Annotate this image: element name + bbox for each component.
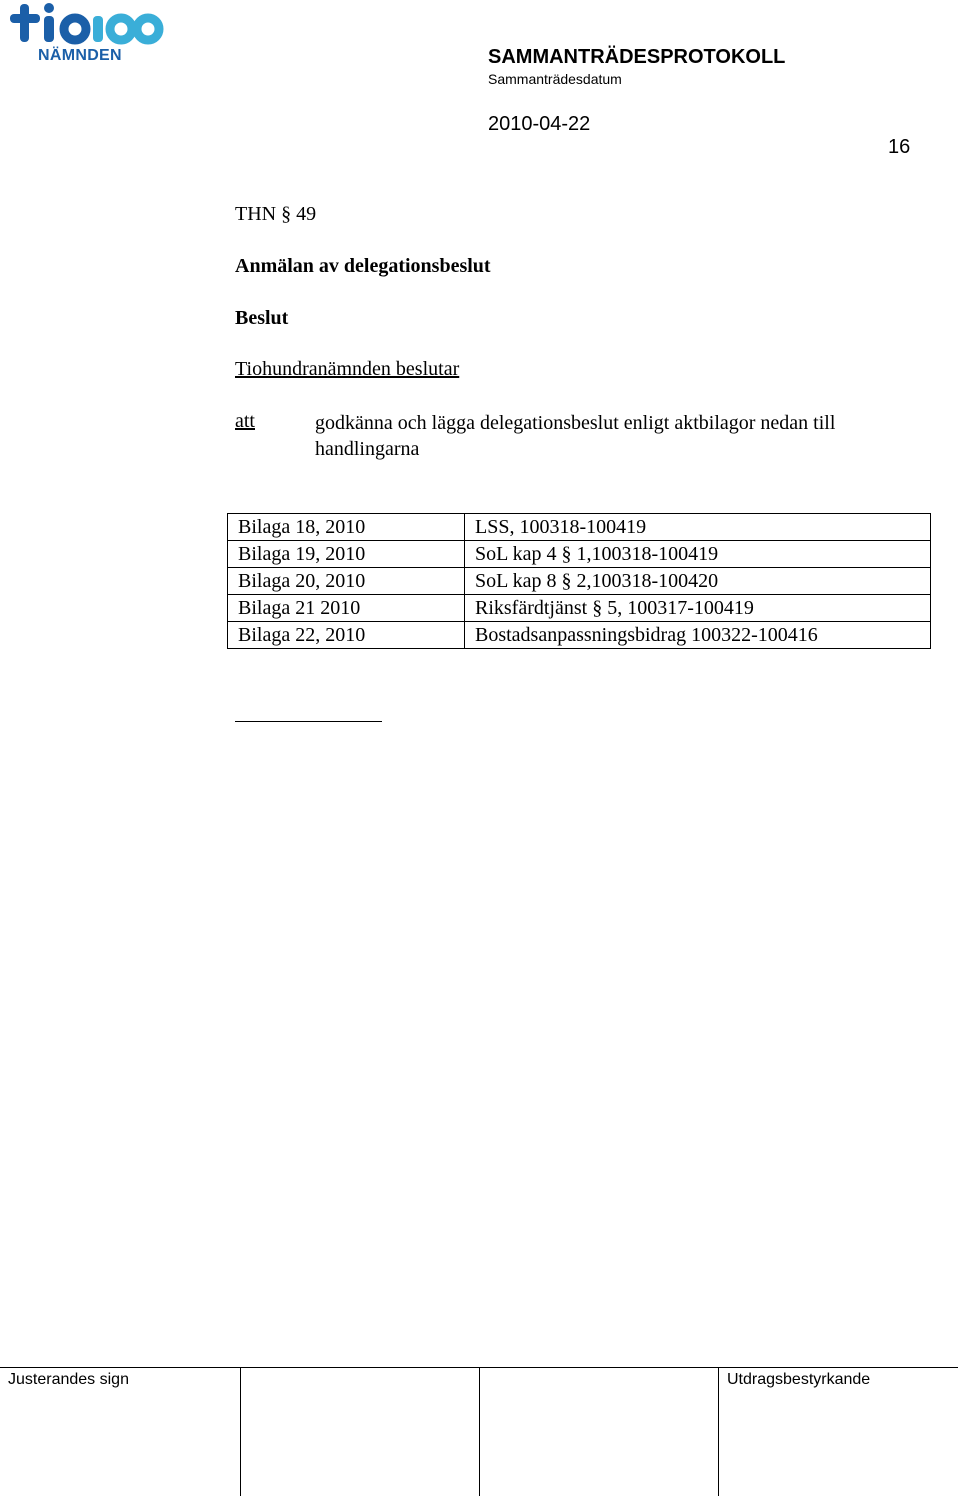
section-heading: Anmälan av delegationsbeslut (235, 255, 491, 277)
meeting-date-value: 2010-04-22 (488, 113, 591, 135)
table-row (228, 568, 931, 595)
table-row (228, 541, 931, 568)
attachment-number: Bilaga 21 2010 (228, 595, 465, 622)
section-id: THN § 49 (235, 203, 317, 225)
signature-footer (0, 1367, 958, 1496)
footer-cell-justerandes-sign (0, 1368, 240, 1496)
table-row (228, 622, 931, 649)
decision-text: godkänna och lägga delegationsbeslut enligt aktbilagor nedan till handlingarna (315, 412, 836, 460)
utdragsbestyrkande-label: Utdragsbestyrkande (727, 1371, 871, 1388)
attachment-description: SoL kap 8 § 2,100318-100420 (465, 568, 931, 595)
decision-intro: Tiohundranämnden beslutar (235, 358, 460, 380)
attachment-number: Bilaga 22, 2010 (228, 622, 465, 649)
attachment-description: LSS, 100318-100419 (465, 514, 931, 541)
table-row (228, 514, 931, 541)
attachment-number: Bilaga 19, 2010 (228, 541, 465, 568)
justerandes-sign-label: Justerandes sign (8, 1371, 129, 1388)
attachment-description: Bostadsanpassningsbidrag 100322-100416 (465, 622, 931, 649)
meeting-date-label: Sammanträdesdatum (488, 71, 622, 87)
attachment-number: Bilaga 20, 2010 (228, 568, 465, 595)
footer-cell-utdragsbestyrkande (718, 1368, 959, 1496)
decision-label: Beslut (235, 307, 289, 329)
end-rule (235, 721, 382, 722)
document-title: SAMMANTRÄDESPROTOKOLL (488, 46, 786, 68)
attachment-description: SoL kap 4 § 1,100318-100419 (465, 541, 931, 568)
logo-digit-0b (137, 18, 159, 40)
attachments-table (227, 513, 931, 649)
footer-cell-signature-2 (479, 1368, 719, 1496)
footer-cell-signature-1 (240, 1368, 480, 1496)
logo-letter-t-bar (10, 14, 40, 23)
table-row (228, 595, 931, 622)
logo-letter-i-dot (44, 3, 54, 13)
page-number: 16 (888, 136, 911, 158)
logo-subtext: NÄMNDEN (38, 47, 122, 64)
logo-digit-0a (110, 18, 132, 40)
logo-letter-i-stem (44, 16, 54, 42)
logo-letter-o (64, 18, 86, 40)
decision-att-label: att (235, 410, 255, 432)
attachment-description: Riksfärdtjänst § 5, 100317-100419 (465, 595, 931, 622)
attachment-number: Bilaga 18, 2010 (228, 514, 465, 541)
logo-digit-1 (93, 16, 103, 42)
